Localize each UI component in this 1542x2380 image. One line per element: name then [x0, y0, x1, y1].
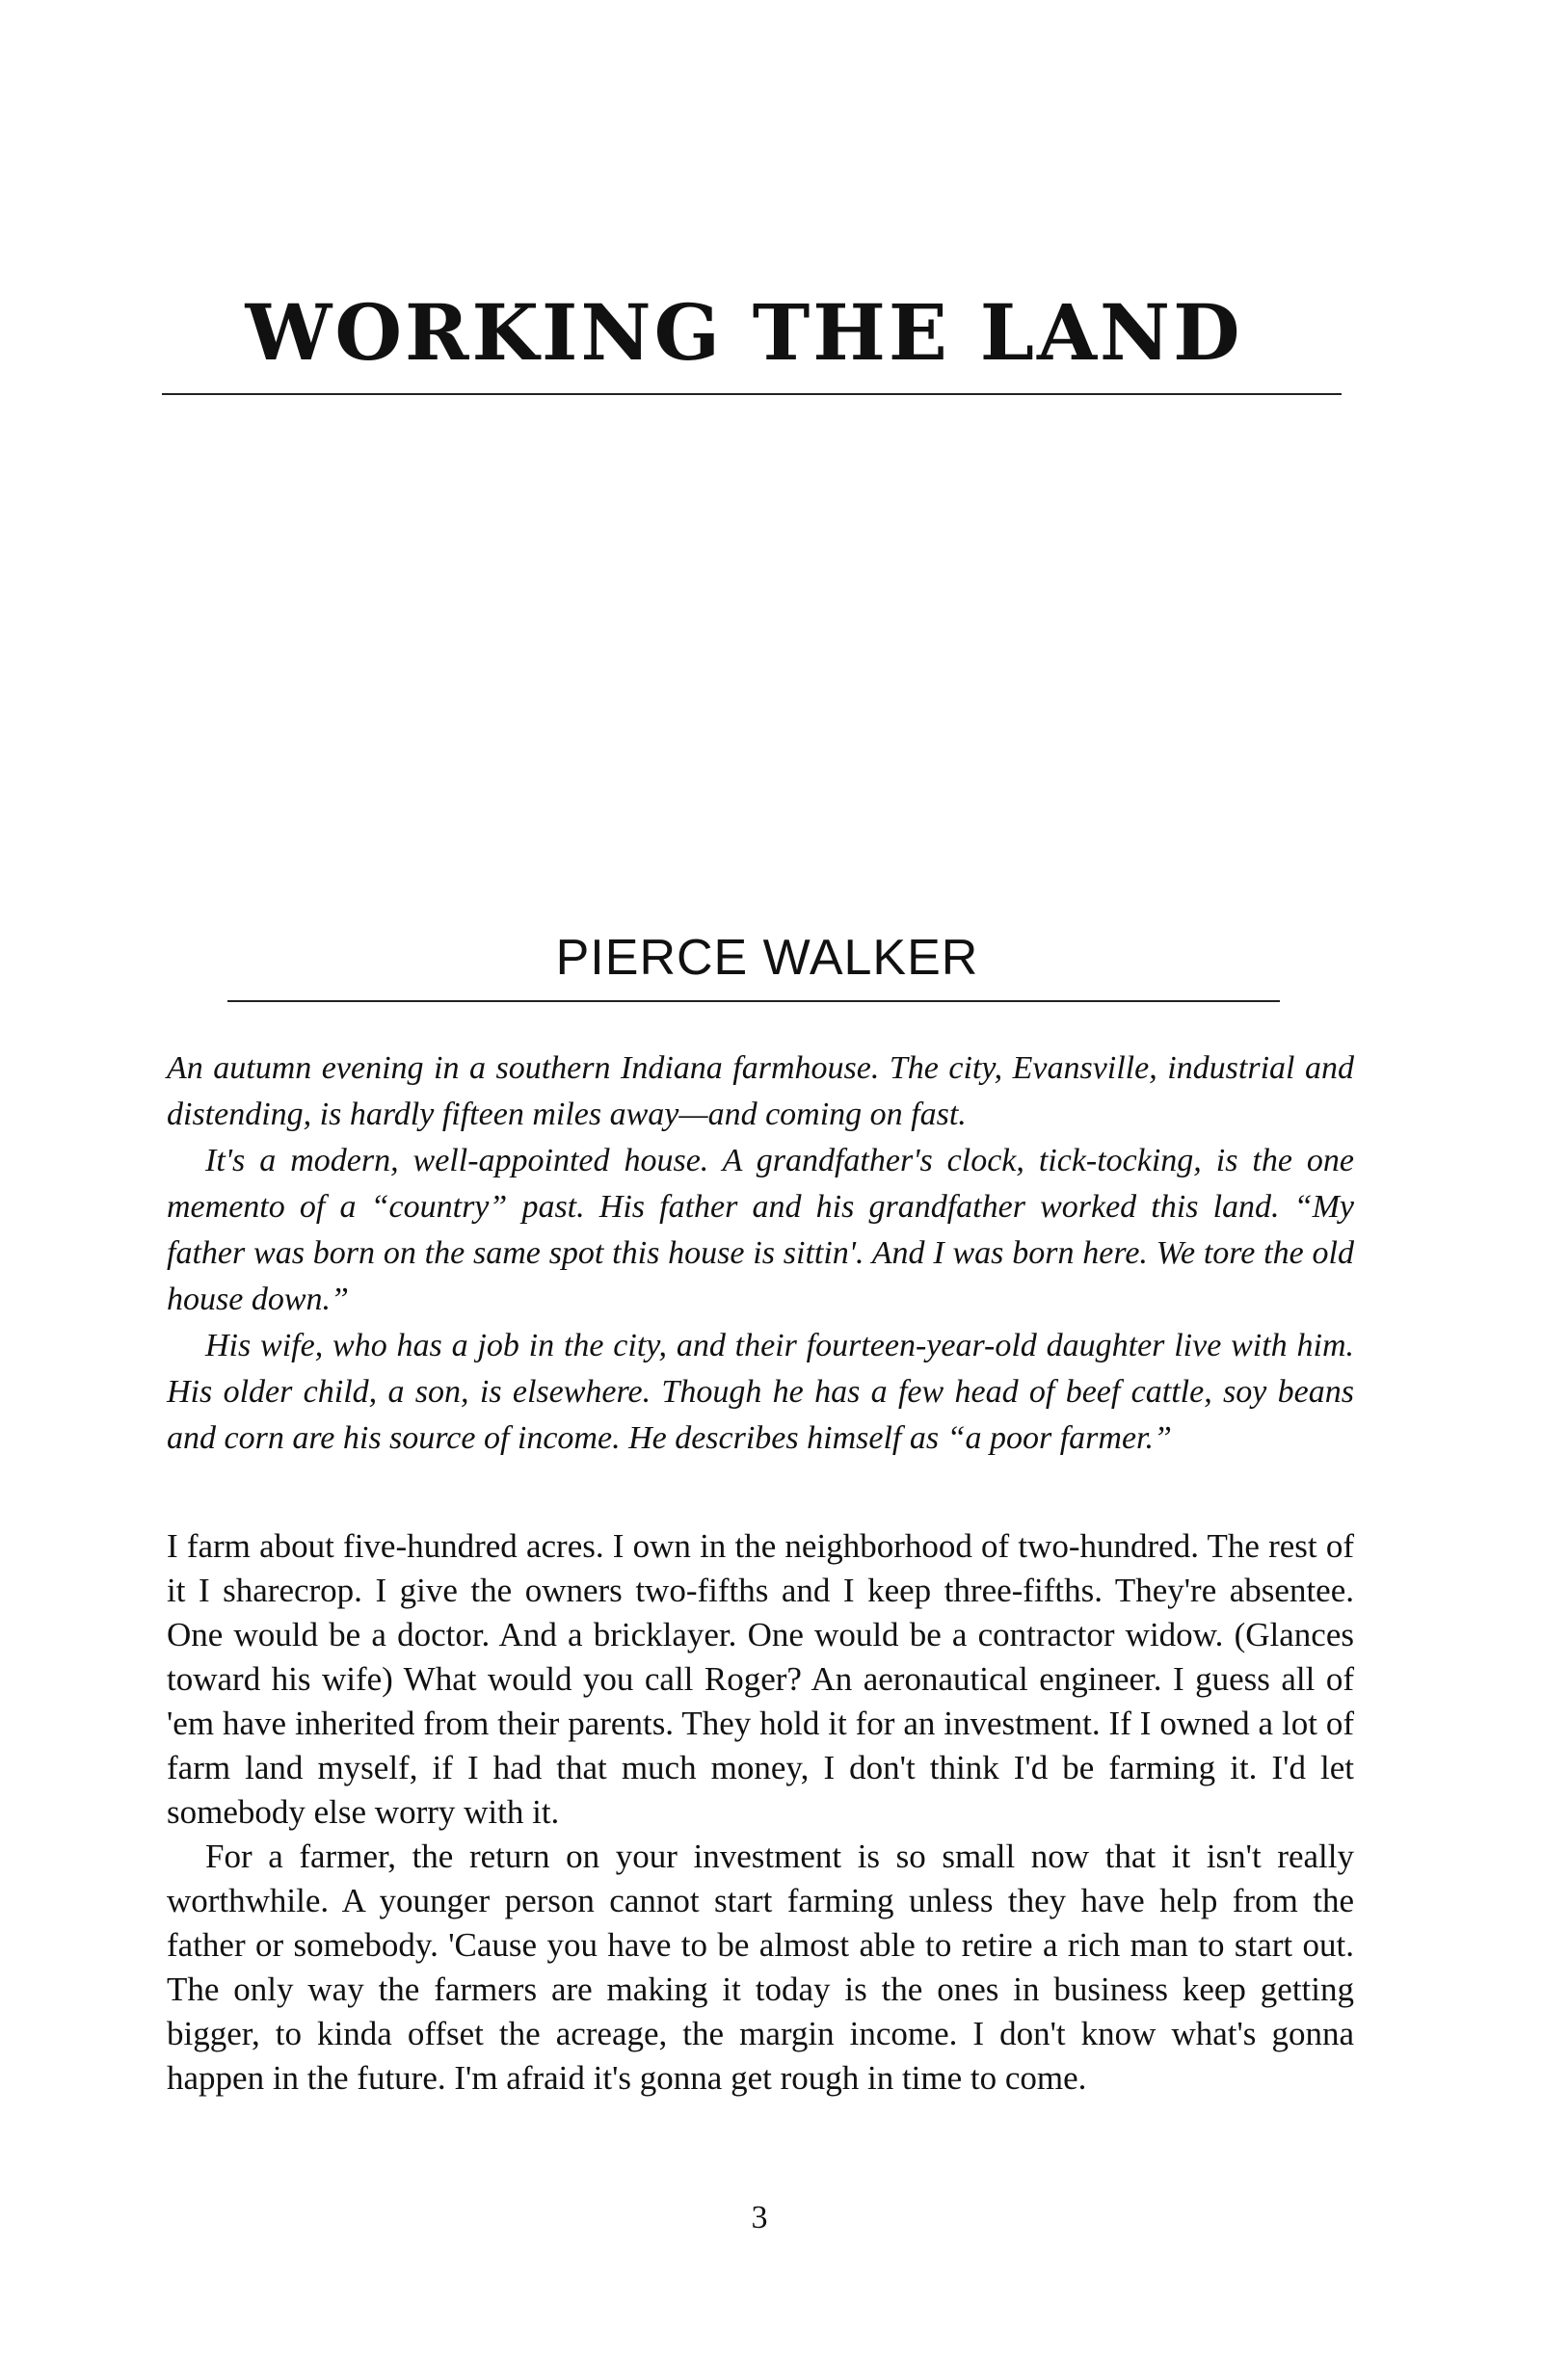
- interview-text: [167, 1524, 1354, 2101]
- body-paragraph: I farm about five-hundred acres. I own in the neighborhood of two-hundred. The rest of it I sharecrop. I give the owners two-fifths and I keep three-fifths. They're absentee. One would be a doctor. And a bricklayer. One would be a contractor widow. (Glances toward his wife) What would you call Roger? An aeronautical engineer. I guess all of 'em have inherited from their parents. They hold it for an investment. If I owned a lot of farm land myself, if I had that much money, I don't think I'd be farming it. I'd let somebody else worry with it.: [167, 1527, 1354, 1831]
- chapter-title: WORKING THE LAND: [245, 287, 1243, 378]
- page-number: 3: [751, 2200, 768, 2235]
- intro-paragraph: His wife, who has a job in the city, and their fourteen-year-old daughter live with him. His older child, a son, is elsewhere. Though he has a few head of beef cattle, soy beans and corn are his source of income. He describes himself as “a poor farmer.”: [167, 1328, 1354, 1456]
- section-title: PIERCE WALKER: [555, 930, 979, 986]
- chapter-title-rule: [162, 393, 1342, 395]
- section-title-rule: [227, 1000, 1280, 1002]
- intro-text: [167, 1045, 1354, 1462]
- body-paragraph: For a farmer, the return on your investment is so small now that it isn't really worthwhile. A younger person cannot start farming unless they have help from the father or somebody. 'Cause you have to be almost able to retire a rich man to start out. The only way the farmers are making it today is the ones in business keep getting bigger, to kinda offset the acreage, the margin income. I don't know what's gonna happen in the future. I'm afraid it's gonna get rough in time to come.: [167, 1838, 1354, 2097]
- intro-paragraph: An autumn evening in a southern Indiana farmhouse. The city, Evansville, industrial and distending, is hardly fifteen miles away—and coming on fast.: [167, 1050, 1354, 1132]
- intro-paragraph: It's a modern, well-appointed house. A grandfather's clock, tick-tocking, is the one memento of a “country” past. His father and his grandfather worked this land. “My father was born on the same spot this house is sittin'. And I was born here. We tore the old house down.”: [167, 1143, 1354, 1317]
